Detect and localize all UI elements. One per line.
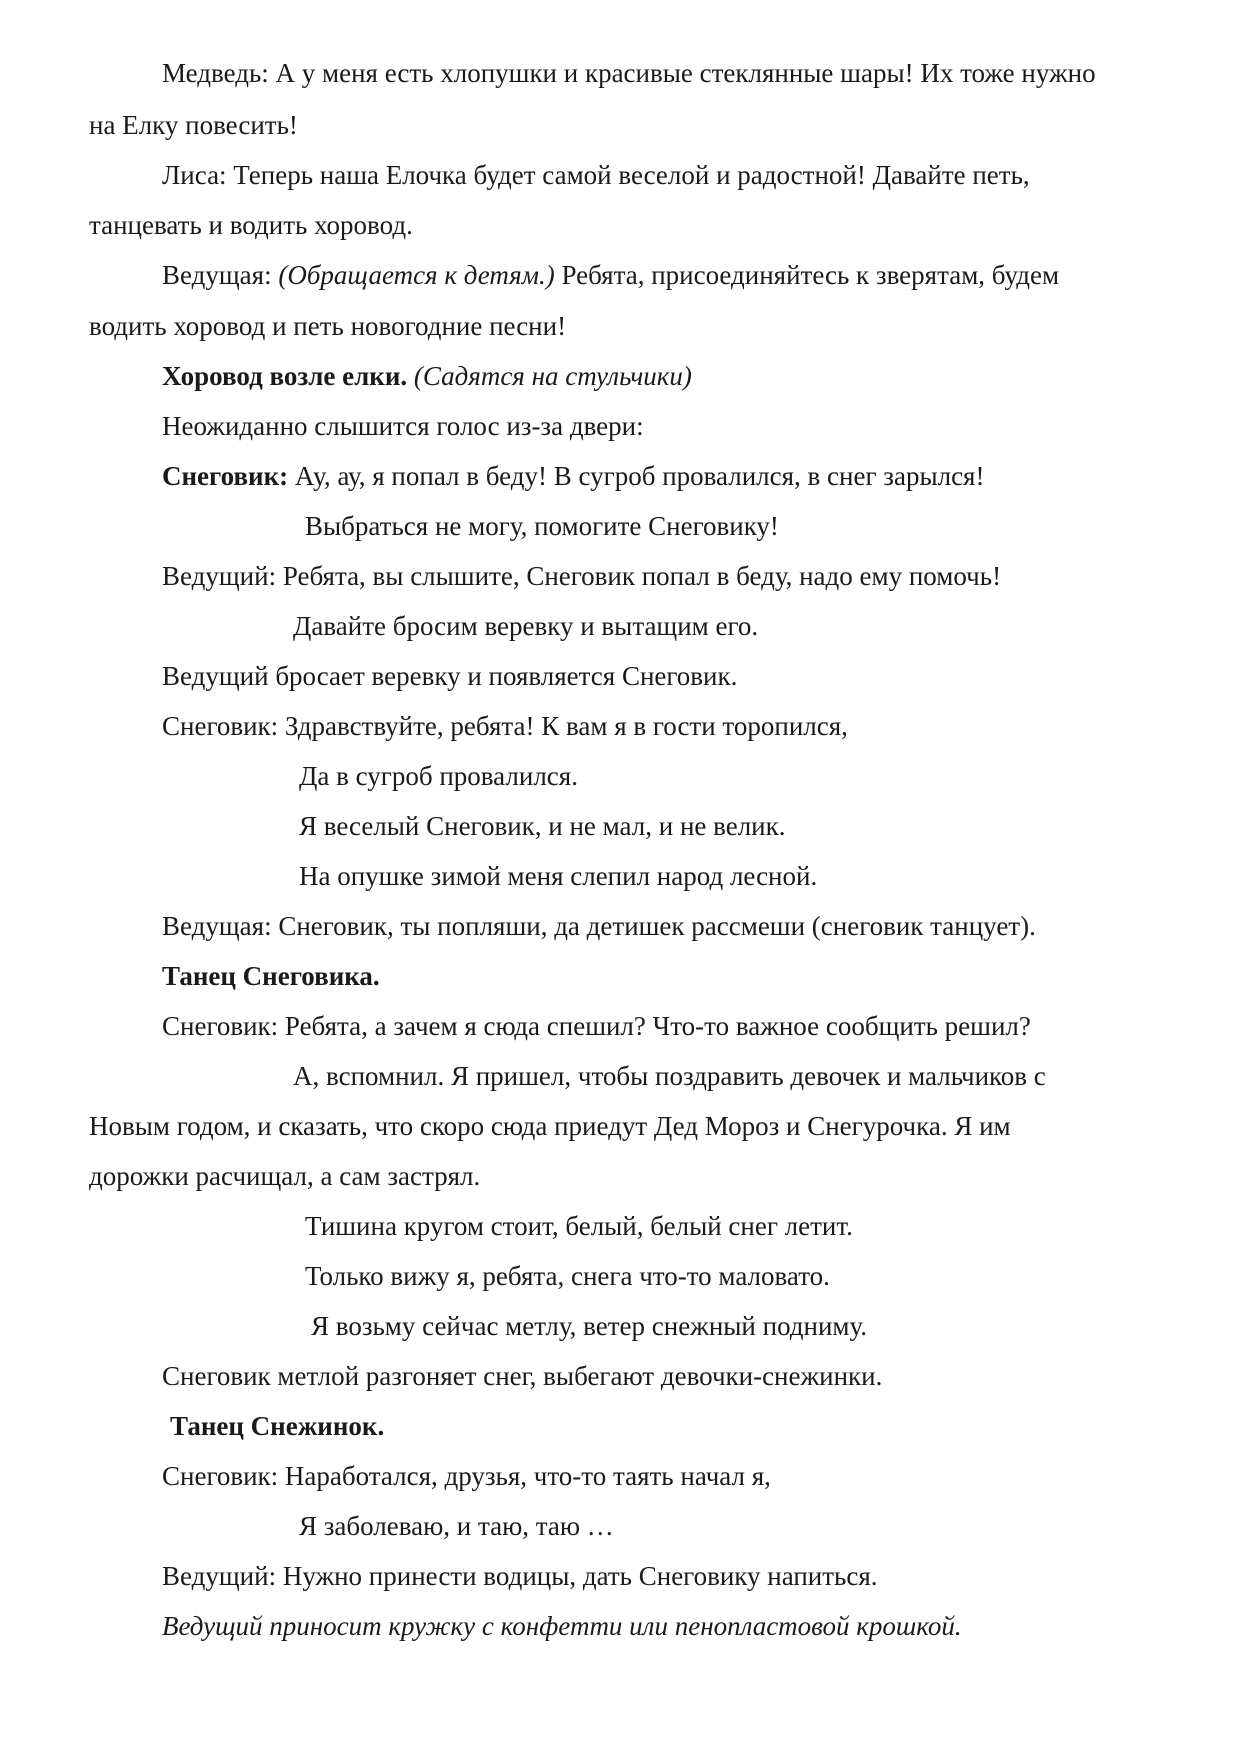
text-line: На опушке зимой меня слепил народ лесной. [299, 861, 818, 891]
text-line: Только вижу я, ребята, снега что-то маловато. [305, 1261, 830, 1291]
section-heading: Танец Снеговика. [162, 961, 380, 991]
text-line [162, 262, 1059, 289]
line-text: Ребята, присоединяйтесь к зверятам, будем [554, 260, 1060, 290]
text-line: Неожиданно слышится голос из-за двери: [162, 411, 644, 441]
text-line: дорожки расчищал, а сам застрял. [89, 1161, 481, 1191]
text-line: Я веселый Снеговик, и не мал, и не велик. [299, 811, 786, 841]
text-line: танцевать и водить хоровод. [89, 210, 413, 240]
text-line: Ведущий: Нужно принести водицы, дать Снеговику напиться. [162, 1561, 878, 1591]
text-line: Снеговик: Ребята, а зачем я сюда спешил? Что-то важное сообщить решил? [162, 1011, 1031, 1041]
text-line: Да в сугроб провалился. [299, 761, 578, 791]
section-heading: Танец Снежинок. [170, 1411, 385, 1441]
text-line: Лиса: Теперь наша Елочка будет самой веселой и радостной! Давайте петь, [162, 160, 1030, 190]
text-line: А, вспомнил. Я пришел, чтобы поздравить девочек и мальчиков с [293, 1061, 1046, 1091]
text-line: Ведущий: Ребята, вы слышите, Снеговик попал в беду, надо ему помочь! [162, 561, 1002, 591]
text-line: водить хоровод и петь новогодние песни! [89, 311, 567, 341]
text-line: Выбраться не могу, помогите Снеговику! [305, 511, 779, 541]
speaker-label: Ведущая: [162, 260, 279, 290]
speaker-label: Снеговик: [162, 461, 289, 491]
text-line: Снеговик метлой разгоняет снег, выбегают девочки-снежинки. [162, 1361, 883, 1391]
text-line: Тишина кругом стоит, белый, белый снег летит. [305, 1211, 853, 1241]
text-line: Давайте бросим веревку и вытащим его. [293, 611, 759, 641]
text-line: Ведущий бросает веревку и появляется Снеговик. [162, 661, 738, 691]
text-line: Ведущая: Снеговик, ты попляши, да детишек рассмеши (снеговик танцует). [162, 911, 1036, 941]
line-text: Ау, ау, я попал в беду! В сугроб провалился, в снег зарылся! [288, 461, 985, 491]
text-line: Я заболеваю, и таю, таю … [299, 1511, 614, 1541]
section-heading: Хоровод возле елки. [162, 361, 408, 391]
stage-direction: (Обращается к детям.) [278, 260, 555, 290]
stage-direction: Ведущий приносит кружку с конфетти или пенопластовой крошкой. [162, 1611, 962, 1641]
text-line [162, 363, 692, 390]
text-line [162, 463, 984, 490]
text-line: Снеговик: Наработался, друзья, что-то таять начал я, [162, 1461, 771, 1491]
text-line: Новым годом, и сказать, что скоро сюда приедут Дед Мороз и Снегурочка. Я им [89, 1111, 1011, 1141]
stage-direction: (Садятся на стульчики) [407, 361, 692, 391]
text-line: на Елку повесить! [89, 110, 298, 140]
text-line: Медведь: А у меня есть хлопушки и красивые стеклянные шары! Их тоже нужно [162, 58, 1096, 88]
text-line: Снеговик: Здравствуйте, ребята! К вам я в гости торопился, [162, 711, 848, 741]
text-line: Я возьму сейчас метлу, ветер снежный подниму. [311, 1311, 868, 1341]
